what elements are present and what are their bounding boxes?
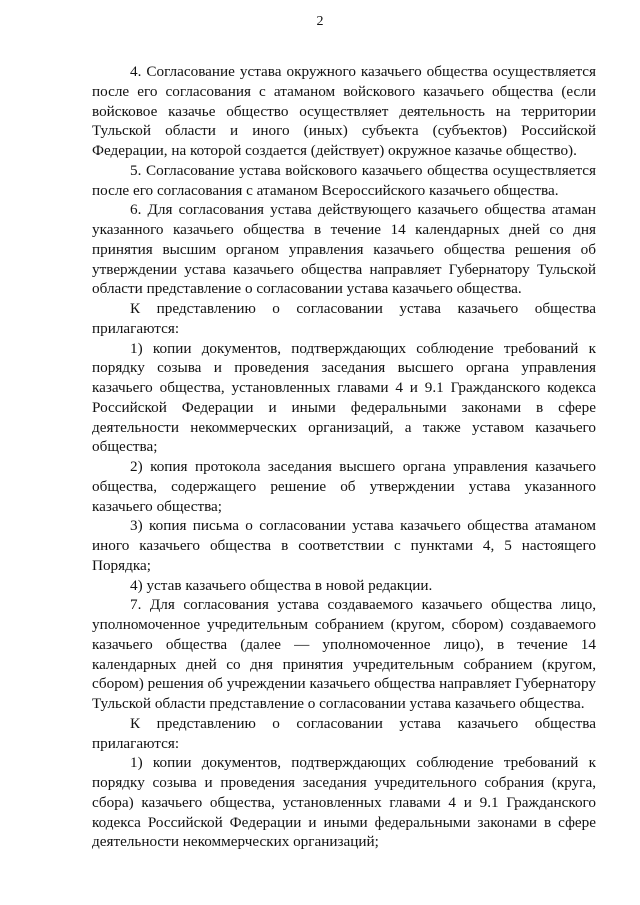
paragraph-item-4: 4. Согласование устава окружного казачьего общества осуществляется после его согласования с атаманом войскового казачьего общества (если войсковое казачье общество осуществляет деятельность на территории Тульской области и иного (иных) субъекта (субъектов) Российской Федерации, на которой создается (действует) окружное казачье общество).	[92, 63, 596, 159]
paragraph-item-7: 7. Для согласования устава создаваемого казачьего общества лицо, уполномоченное учредительным собранием (кругом, сбором) создаваемого казачьего общества (далее — уполномоченное лицо), в течение 14 календарных дней со дня принятия учредительным собранием (кругом, сбором) решения об учреждении казачьего общества направляет Губернатору Тульской области представление о согласовании устава казачьего общества.	[92, 596, 596, 712]
attachments-intro: К представлению о согласовании устава казачьего общества прилагаются:	[92, 300, 596, 337]
paragraph-item-5: 5. Согласование устава войскового казачьего общества осуществляется после его согласования с атаманом Всероссийского казачьего общества.	[92, 161, 596, 199]
document-body	[92, 62, 596, 852]
page-number: 2	[316, 14, 324, 29]
attachment-item-4: 4) устав казачьего общества в новой редакции.	[130, 576, 433, 594]
paragraph-item-6: 6. Для согласования устава действующего казачьего общества атаман указанного казачьего общества в течение 14 календарных дней со дня принятия высшим органом управления казачьего общества решения об утверждении устава казачьего общества направляет Губернатору Тульской области представление о согласовании устава казачьего общества.	[92, 201, 596, 298]
attachment-item-1-b: 1) копии документов, подтверждающих соблюдение требований к порядку созыва и проведения заседания учредительного собрания (круга, сбора) казачьего общества, установленных главами 4 и 9.1 Гражданского кодекса Российской Федерации и иными федеральными законами в сфере деятельности некоммерческих организаций;	[92, 754, 596, 851]
attachments-intro-2: К представлению о согласовании устава казачьего общества прилагаются:	[92, 714, 596, 752]
attachment-item-3: 3) копия письма о согласовании устава казачьего общества атаманом иного казачьего общества в соответствии с пунктами 4, 5 настоящего Порядка;	[92, 517, 596, 574]
attachment-item-2: 2) копия протокола заседания высшего органа управления казачьего общества, содержащего решение об утверждении устава указанного казачьего общества;	[92, 458, 596, 515]
attachment-item-1: 1) копии документов, подтверждающих соблюдение требований к порядку созыва и проведения заседания высшего органа управления казачьего общества, установленных главами 4 и 9.1 Гражданского кодекса Российской Федерации и иными федеральными законами в сфере деятельности некоммерческих организаций, а также уставом казачьего общества;	[92, 339, 596, 456]
